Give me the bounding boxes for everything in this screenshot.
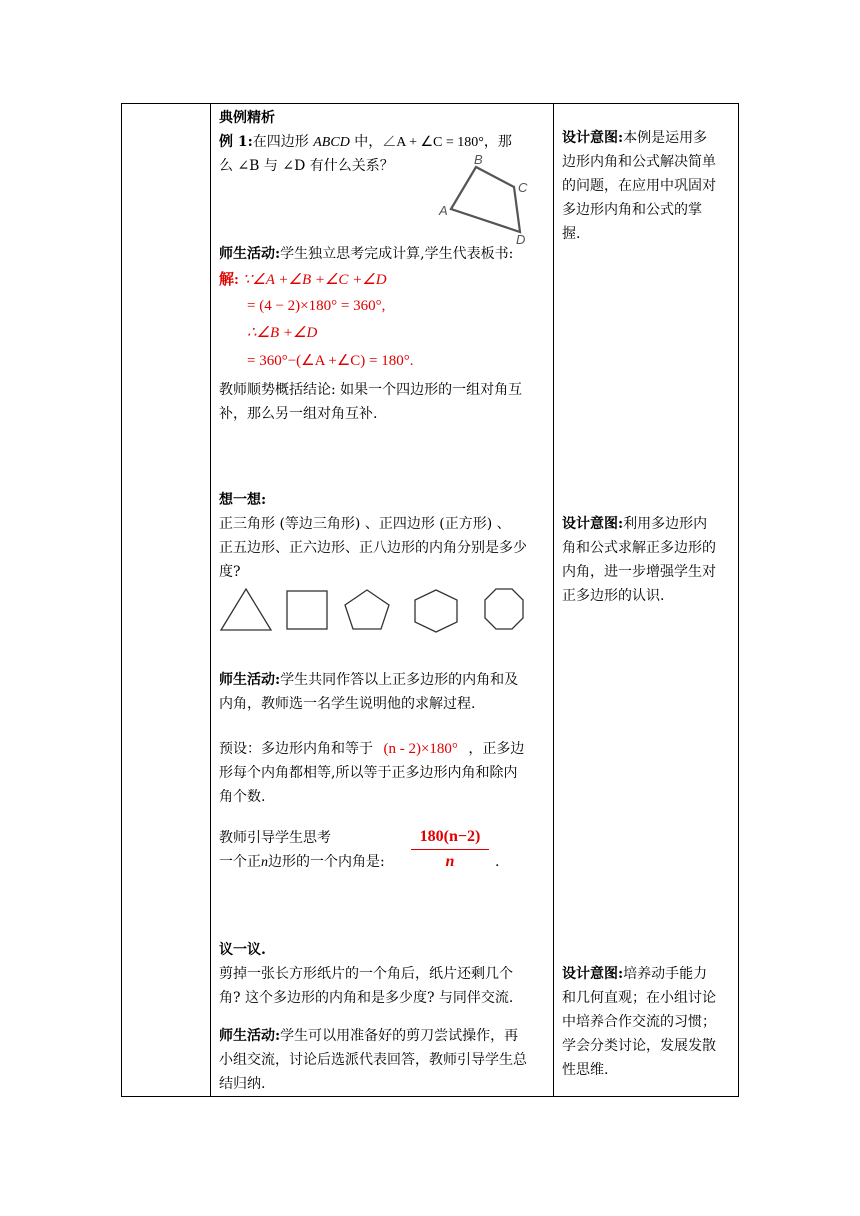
section-heading-discuss: 议一议. (219, 942, 266, 958)
design-note-3-line-3: 中培养合作交流的习惯； (562, 1014, 716, 1030)
preset-text-b: ，正多边 (468, 741, 525, 757)
preset-line-3: 角个数. (219, 789, 266, 805)
design-intent-column-cell (554, 104, 739, 1097)
preset-line-1 (219, 737, 547, 761)
conclusion-line-2: 补，那么另一组对角互补. (219, 406, 378, 422)
design-note-1-line-5: 握. (562, 226, 581, 242)
activity-text: 学生独立思考完成计算,学生代表板书: (280, 246, 514, 262)
discuss-question-line-1: 剪掉一张长方形纸片的一个角后，纸片还剩几个 (219, 966, 513, 982)
solution-line-4: = 360°−(∠A +∠C) = 180°. (247, 353, 414, 369)
think-activity-label: 师生活动: (219, 672, 281, 688)
lesson-table (121, 103, 739, 1097)
activity-label: 师生活动: (219, 246, 281, 262)
hexagon-shape (415, 590, 457, 632)
discuss-activity-line-3: 结归纳. (219, 1076, 266, 1092)
design-note-2-line-2: 角和公式求解正多边形的 (562, 540, 716, 556)
section-heading-think: 想一想: (219, 492, 267, 508)
solution-line-3: ∴∠B +∠D (247, 325, 318, 341)
example-line-1 (219, 130, 547, 155)
think-activity-line-1 (219, 668, 547, 692)
fraction-numerator: 180(n−2) (419, 828, 481, 845)
design-note-3-line-5: 性思维. (562, 1062, 609, 1078)
design-note-1-line-1: 本例是运用多 (623, 130, 708, 146)
design-note-3-line-1: 培养动手能力 (623, 966, 708, 982)
preset-text-a: 预设：多边形内角和等于 (219, 741, 373, 757)
solution-line-1 (219, 268, 547, 292)
design-note-2-label: 设计意图: (562, 516, 624, 532)
fraction-denominator: n (445, 853, 455, 870)
vertex-label-c: C (518, 180, 528, 195)
guide-line-1: 教师引导学生思考 (219, 830, 331, 846)
design-note-1-line-3: 的问题，在应用中巩固对 (562, 178, 716, 194)
guide-text-a: 一个正 (219, 854, 261, 870)
discuss-question-line-2: 角? 这个多边形的内角和是多少度? 与同伴交流. (219, 990, 514, 1006)
triangle-shape (221, 589, 271, 630)
pentagon-shape (345, 590, 389, 629)
vertex-label-d: D (516, 232, 526, 244)
design-note-3-label: 设计意图: (562, 966, 624, 982)
design-note-3 (562, 962, 734, 1082)
guide-n: n (261, 855, 268, 870)
conclusion-line-1: 教师顺势概括结论: 如果一个四边形的一组对角互 (219, 382, 523, 398)
design-note-1-line-2: 边形内角和公式解决简单 (562, 154, 716, 170)
think-question-line-2: 正五边形、正六边形、正八边形的内角分别是多少 (219, 540, 527, 556)
vertex-label-a: A (439, 203, 448, 218)
discuss-activity-line-2: 小组交流，讨论后选派代表回答，教师引导学生总 (219, 1052, 527, 1068)
design-note-2-line-3: 内角，进一步增强学生对 (562, 564, 716, 580)
example-text-b: 中，∠A + ∠C = 180°，那 (354, 135, 512, 150)
content-column-cell (211, 104, 554, 1097)
example-line-2: 么 ∠B 与 ∠D 有什么关系？ (219, 158, 394, 174)
design-note-1 (562, 126, 734, 246)
design-note-2-line-4: 正多边形的认识. (562, 588, 665, 604)
example-text-a: 在四边形 (252, 134, 309, 150)
preset-formula: (n - 2)×180° (383, 741, 458, 757)
guide-end-period: . (495, 854, 500, 870)
quadrilateral-shape (451, 167, 520, 232)
example-label: 例 1: (219, 134, 253, 150)
think-activity-text: 学生共同作答以上正多边形的内角和及 (280, 672, 519, 688)
solution-line-2: = (4 − 2)×180° = 360°, (247, 298, 386, 314)
octagon-shape (485, 589, 523, 629)
design-note-2 (562, 512, 734, 608)
discuss-activity-text: 学生可以用准备好的剪刀尝试操作，再 (280, 1028, 519, 1044)
preset-line-2: 形每个内角都相等,所以等于正多边形内角和除内 (219, 765, 518, 781)
fraction-bar (411, 849, 489, 850)
activity-line-1 (219, 242, 547, 266)
section-heading-example: 典例精析 (219, 110, 275, 126)
design-note-2-line-1: 利用多边形内 (623, 516, 708, 532)
think-question-line-1: 正三角形 (等边三角形) 、正四边形 (正方形) 、 (219, 516, 511, 532)
design-note-3-line-2: 和几何直观；在小组讨论 (562, 990, 716, 1006)
stage-column-cell (122, 104, 211, 1097)
discuss-activity-line-1 (219, 1024, 547, 1048)
think-question-line-3: 度? (219, 564, 241, 580)
discuss-activity-label: 师生活动: (219, 1028, 281, 1044)
design-note-3-line-4: 学会分类讨论，发展发散 (562, 1038, 716, 1054)
solution-step-1: ∵∠A +∠B +∠C +∠D (242, 272, 387, 288)
guide-text-b: 边形的一个内角是: (268, 854, 385, 870)
design-note-1-label: 设计意图: (562, 130, 624, 146)
quadrilateral-abcd-figure (436, 154, 546, 244)
square-shape (287, 591, 327, 629)
example-quad-name: ABCD (313, 135, 350, 150)
solution-jie: 解: (219, 272, 239, 288)
think-activity-line-2: 内角，教师选一名学生说明他的求解过程. (219, 696, 476, 712)
regular-polygons-figure (217, 585, 547, 635)
vertex-label-b: B (474, 154, 483, 167)
design-note-1-line-4: 多边形内角和公式的掌 (562, 202, 702, 218)
